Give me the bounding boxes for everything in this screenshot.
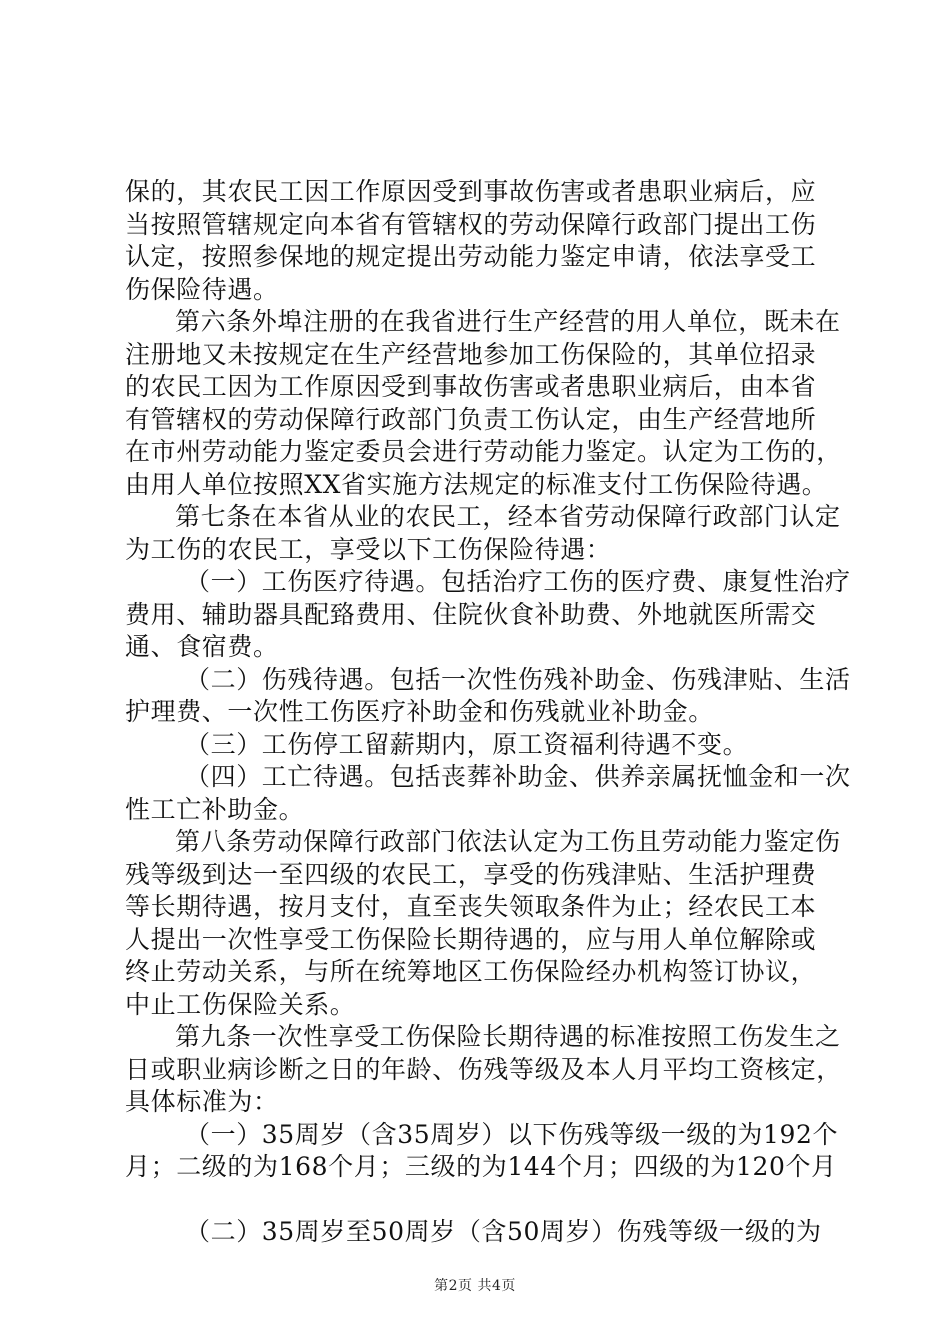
paragraph-line: 的农民工因为工作原因受到事故伤害或者患职业病后，由本省 <box>125 372 817 401</box>
standard-item-2-start: （二）35周岁至50周岁（含50周岁）伤残等级一级的为 <box>185 1216 822 1246</box>
paragraph-line: 注册地又未按规定在生产经营地参加工伤保险的，其单位招录 <box>125 339 817 369</box>
article-8-start: 第八条劳动保障行政部门依法认定为工伤且劳动能力鉴定伤 <box>175 827 841 856</box>
article-6-start: 第六条外埠注册的在我省进行生产经营的用人单位，既未在 <box>175 307 841 336</box>
paragraph-line: 等长期待遇，按月支付，直至丧失领取条件为止；经农民工本 <box>125 892 817 921</box>
item-4-start: （四）工亡待遇。包括丧葬补助金、供养亲属抚恤金和一次 <box>185 762 851 791</box>
item-2-start: （二）伤残待遇。包括一次性伤残补助金、伤残津贴、生活 <box>185 664 851 694</box>
item-1-start: （一）工伤医疗待遇。包括治疗工伤的医疗费、康复性治疗 <box>185 567 851 596</box>
paragraph-line: 费用、辅助器具配臵费用、住院伙食补助费、外地就医所需交 <box>125 599 817 629</box>
paragraph-line: 性工亡补助金。 <box>125 794 305 824</box>
paragraph-line: 人提出一次性享受工伤保险长期待遇的，应与用人单位解除或 <box>125 924 817 954</box>
paragraph-line: 护理费、一次性工伤医疗补助金和伤残就业补助金。 <box>125 697 714 726</box>
paragraph-line: 为工伤的农民工，享受以下工伤保险待遇： <box>125 534 612 564</box>
paragraph-line: 伤保险待遇。 <box>125 274 279 304</box>
paragraph-line: 当按照管辖规定向本省有管辖权的劳动保障行政部门提出工伤 <box>125 209 817 239</box>
paragraph-line: 终止劳动关系，与所在统筹地区工伤保险经办机构签订协议， <box>125 957 817 986</box>
paragraph-line: 认定，按照参保地的规定提出劳动能力鉴定申请，依法享受工 <box>125 242 817 271</box>
page-footer: 第2页 共4页 <box>434 1278 516 1294</box>
paragraph-gap <box>125 1184 845 1216</box>
document-body <box>125 176 851 1248</box>
standard-item-1-start: （一）35周岁（含35周岁）以下伤残等级一级的为192个 <box>185 1119 839 1149</box>
paragraph-line: 有管辖权的劳动保障行政部门负责工伤认定，由生产经营地所 <box>125 404 817 434</box>
paragraph-line: 保的，其农民工因工作原因受到事故伤害或者患职业病后，应 <box>125 177 817 206</box>
article-9-start: 第九条一次性享受工伤保险长期待遇的标准按照工伤发生之 <box>175 1022 841 1051</box>
paragraph-line: 在市州劳动能力鉴定委员会进行劳动能力鉴定。认定为工伤的， <box>125 437 842 466</box>
article-7-start: 第七条在本省从业的农民工，经本省劳动保障行政部门认定 <box>175 502 841 531</box>
item-3: （三）工伤停工留薪期内，原工资福利待遇不变。 <box>185 729 749 759</box>
paragraph-line: 通、食宿费。 <box>125 632 279 661</box>
paragraph-line: 月；二级的为168个月；三级的为144个月；四级的为120个月 <box>125 1152 837 1181</box>
paragraph-line: 由用人单位按照XX省实施方法规定的标准支付工伤保险待遇。 <box>125 469 828 499</box>
paragraph-line: 残等级到达一至四级的农民工，享受的伤残津贴、生活护理费 <box>125 859 817 889</box>
paragraph-line: 中止工伤保险关系。 <box>125 989 356 1019</box>
paragraph-line: 日或职业病诊断之日的年龄、伤残等级及本人月平均工资核定， <box>125 1054 842 1084</box>
paragraph-line: 具体标准为： <box>125 1087 279 1116</box>
